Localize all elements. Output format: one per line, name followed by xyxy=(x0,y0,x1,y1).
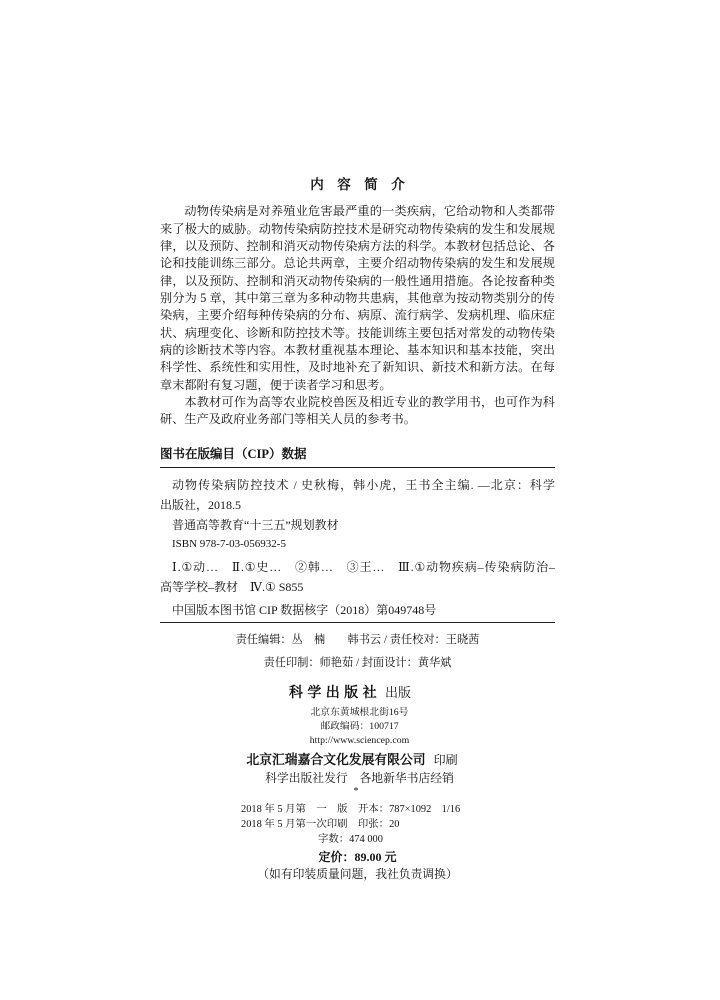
printer-name: 北京汇瑞嘉合文化发展有限公司 xyxy=(246,753,426,767)
publisher-role: 出版 xyxy=(384,685,411,700)
cip-heading: 图书在版编目（CIP）数据 xyxy=(160,447,307,461)
summary-line: 论和技能训练三部分。总论共两章，主要介绍动物传染病的发生和发展规 xyxy=(160,256,555,271)
summary-line: 律，以及预防、控制和消灭动物传染病方法的科学。本教材包括总论、各 xyxy=(160,238,555,253)
summary-line: 来了极大的威胁。动物传染病防控技术是研究动物传染病的发生和发展规 xyxy=(160,221,555,236)
cip-bottom-rule xyxy=(160,622,555,623)
cip-isbn: ISBN 978-7-03-056932-5 xyxy=(172,538,286,550)
cip-entry-line: 出版社，2018.5 xyxy=(160,498,242,512)
summary-line: 律，以及预防、控制和消灭动物传染病的一般性通用措施。各论按畜种类 xyxy=(160,273,555,288)
summary-title: 内容简介 xyxy=(310,177,419,192)
summary-line: 研、生产及政府业务部门等相关人员的参考书。 xyxy=(160,412,416,427)
summary-line: 动物传染病是对养殖业危害最严重的一类疾病，它给动物和人类都带 xyxy=(184,204,555,219)
production-credits: 责任印制：师艳茹 / 封面设计：黄华斌 xyxy=(263,657,452,669)
cip-series: 普通高等教育“十三五”规划教材 xyxy=(172,518,339,532)
summary-line: 科学性、系统性和实用性，及时地补充了新知识、新技术和新方法。在每 xyxy=(160,360,555,375)
word-count: 字数：474 000 xyxy=(318,834,383,845)
summary-line: 章末都附有复习题，便于读者学习和思考。 xyxy=(160,377,392,392)
cip-entry-line: 动物传染病防控技术 / 史秋梅，韩小虎，王书全主编. —北京：科学 xyxy=(172,478,555,492)
edition-line: 2018 年 5 月第 一 版 开本：787×1092 1/16 xyxy=(241,804,461,815)
publisher-postcode: 邮政编码：100717 xyxy=(320,720,399,732)
cip-top-rule xyxy=(160,467,555,468)
editor-credits: 责任编辑：丛 楠 韩书云 / 责任校对：王晓茜 xyxy=(235,634,480,646)
printer-role: 印刷 xyxy=(433,753,458,767)
printer-row xyxy=(152,752,552,768)
publisher-website: http://www.sciencep.com xyxy=(309,734,410,746)
publisher-row xyxy=(150,684,550,702)
separator-asterisk: * xyxy=(353,786,359,797)
summary-line: 状、病理变化、诊断和防控技术等。技能训练主要包括对常发的动物传染 xyxy=(160,325,555,340)
cip-classification-line: Ⅰ.①动… Ⅱ.①史… ②韩… ③王… Ⅲ.①动物疾病–传染病防治– xyxy=(172,560,555,574)
publisher-address: 北京东黄城根北街16号 xyxy=(310,706,409,718)
publisher-logo: 科学出版社 xyxy=(288,686,381,701)
price: 定价：89.00 元 xyxy=(318,850,397,864)
summary-line: 本教材可作为高等农业院校兽医及相近专业的教学用书，也可作为科 xyxy=(184,395,555,410)
distribution-line: 科学出版社发行 各地新华书店经销 xyxy=(265,771,454,785)
summary-line: 病的诊断技术等内容。本教材重视基本理论、基本知识和基本技能，突出 xyxy=(160,343,555,358)
cip-classification-line: 高等学校–教材 Ⅳ.① S855 xyxy=(160,580,304,594)
printing-line: 2018 年 5 月第一次印刷 印张：20 xyxy=(241,819,400,830)
return-notice: （如有印装质量问题，我社负责调换） xyxy=(257,867,458,881)
cip-number: 中国版本图书馆 CIP 数据核字（2018）第049748号 xyxy=(172,603,437,617)
summary-line: 染病，主要介绍每种传染病的分布、病原、流行病学、发病机理、临床症 xyxy=(160,308,555,323)
summary-body xyxy=(160,203,555,428)
summary-line: 别分为 5 章，其中第三章为多种动物共患病，其他章为按动物类别分的传 xyxy=(160,291,555,306)
